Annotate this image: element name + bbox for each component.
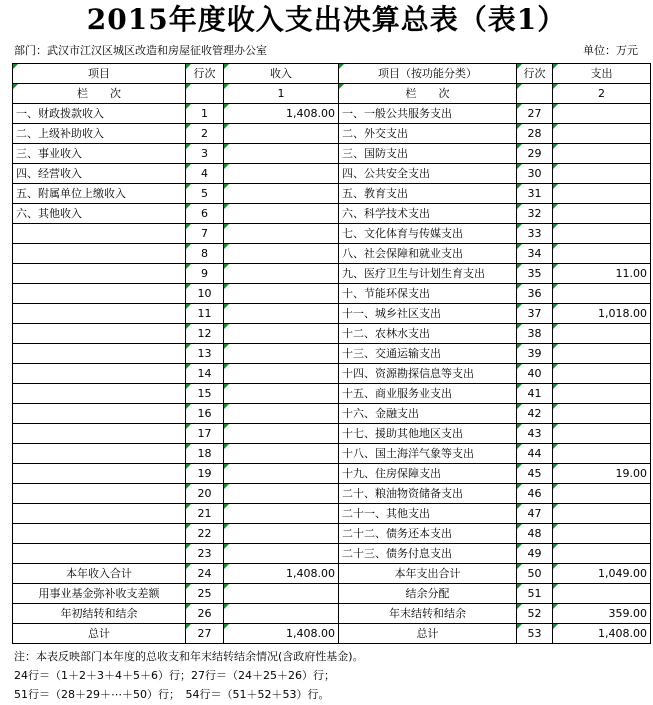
- income-line-no: 19: [186, 464, 224, 484]
- income-line-no: 23: [186, 544, 224, 564]
- income-line-no: 16: [186, 404, 224, 424]
- table-row: [13, 124, 651, 144]
- income-amount: [224, 484, 339, 504]
- income-line-no: 21: [186, 504, 224, 524]
- expense-amount: [553, 344, 651, 364]
- expense-line-no: 43: [517, 424, 553, 444]
- expense-item: 十七、援助其他地区支出: [339, 424, 517, 444]
- income-line-no: 17: [186, 424, 224, 444]
- table-row: [13, 144, 651, 164]
- income-amount: [224, 264, 339, 284]
- table-row: [13, 184, 651, 204]
- expense-amount: [553, 204, 651, 224]
- summary-expense-item: 结余分配: [339, 584, 517, 604]
- expense-amount: 11.00: [553, 264, 651, 284]
- table-body: [13, 64, 651, 644]
- expense-item: 四、公共安全支出: [339, 164, 517, 184]
- header-expense: 支出: [553, 64, 651, 84]
- expense-item: 五、教育支出: [339, 184, 517, 204]
- expense-line-no: 44: [517, 444, 553, 464]
- income-line-no: 7: [186, 224, 224, 244]
- income-amount: [224, 504, 339, 524]
- column-index-row: [13, 84, 651, 104]
- income-line-no: 8: [186, 244, 224, 264]
- income-amount: [224, 184, 339, 204]
- summary-expense-line-no: 50: [517, 564, 553, 584]
- header-item-func: 项目（按功能分类）: [339, 64, 517, 84]
- summary-income-line-no: 24: [186, 564, 224, 584]
- expense-amount: [553, 444, 651, 464]
- table-row: [13, 504, 651, 524]
- expense-amount: [553, 404, 651, 424]
- expense-line-no: 27: [517, 104, 553, 124]
- summary-row: [13, 604, 651, 624]
- expense-amount: [553, 524, 651, 544]
- header-income: 收入: [224, 64, 339, 84]
- income-amount: [224, 444, 339, 464]
- income-amount: [224, 544, 339, 564]
- income-line-no: 6: [186, 204, 224, 224]
- income-amount: [224, 284, 339, 304]
- footnotes: [14, 647, 364, 704]
- expense-amount: [553, 164, 651, 184]
- expense-amount: [553, 484, 651, 504]
- summary-row: [13, 624, 651, 644]
- income-amount: [224, 384, 339, 404]
- expense-amount: [553, 424, 651, 444]
- expense-item: 十一、城乡社区支出: [339, 304, 517, 324]
- expense-item: 十八、国土海洋气象等支出: [339, 444, 517, 464]
- table-row: [13, 164, 651, 184]
- expense-line-no: 39: [517, 344, 553, 364]
- note-line: 24行＝（1＋2＋3＋4＋5＋6）行；27行＝（24＋25＋26）行；: [14, 669, 335, 682]
- income-item: [13, 484, 186, 504]
- summary-income-amount: [224, 584, 339, 604]
- income-item: 五、附属单位上缴收入: [13, 184, 186, 204]
- expense-line-no: 45: [517, 464, 553, 484]
- table-row: [13, 524, 651, 544]
- summary-income-item: 总计: [13, 624, 186, 644]
- income-item: [13, 504, 186, 524]
- income-item: [13, 544, 186, 564]
- income-line-no: 3: [186, 144, 224, 164]
- income-item: [13, 284, 186, 304]
- colrow-right-label: 栏 次: [339, 84, 517, 104]
- expense-line-no: 28: [517, 124, 553, 144]
- income-amount: [224, 124, 339, 144]
- income-line-no: 4: [186, 164, 224, 184]
- header-line2: 行次: [517, 64, 553, 84]
- income-item: [13, 324, 186, 344]
- colrow-left-blank: [186, 84, 224, 104]
- header-row: [13, 64, 651, 84]
- income-line-no: 1: [186, 104, 224, 124]
- expense-amount: [553, 284, 651, 304]
- expense-item: 十六、金融支出: [339, 404, 517, 424]
- expense-item: 九、医疗卫生与计划生育支出: [339, 264, 517, 284]
- expense-line-no: 49: [517, 544, 553, 564]
- expense-line-no: 36: [517, 284, 553, 304]
- summary-row: [13, 584, 651, 604]
- summary-income-item: 用事业基金弥补收支差额: [13, 584, 186, 604]
- table-row: [13, 444, 651, 464]
- income-amount: [224, 144, 339, 164]
- income-line-no: 22: [186, 524, 224, 544]
- colrow-right-blank: [517, 84, 553, 104]
- summary-expense-amount: 359.00: [553, 604, 651, 624]
- expense-amount: [553, 144, 651, 164]
- table-row: [13, 104, 651, 124]
- summary-expense-item: 本年支出合计: [339, 564, 517, 584]
- expense-item: 七、文化体育与传媒支出: [339, 224, 517, 244]
- table-row: [13, 464, 651, 484]
- income-amount: [224, 464, 339, 484]
- income-item: [13, 224, 186, 244]
- income-amount: [224, 304, 339, 324]
- income-item: [13, 384, 186, 404]
- expense-amount: [553, 104, 651, 124]
- income-line-no: 18: [186, 444, 224, 464]
- income-item: [13, 264, 186, 284]
- summary-expense-amount: 1,408.00: [553, 624, 651, 644]
- department-label: 部门：武汉市江汉区城区改造和房屋征收管理办公室: [14, 44, 267, 57]
- colrow-right-num: 2: [553, 84, 651, 104]
- summary-income-line-no: 27: [186, 624, 224, 644]
- expense-line-no: 40: [517, 364, 553, 384]
- expense-line-no: 46: [517, 484, 553, 504]
- expense-item: 十五、商业服务业支出: [339, 384, 517, 404]
- summary-expense-amount: [553, 584, 651, 604]
- income-amount: [224, 164, 339, 184]
- summary-row: [13, 564, 651, 584]
- summary-table: [12, 63, 651, 644]
- summary-expense-item: 年末结转和结余: [339, 604, 517, 624]
- expense-item: 二十、粮油物资储备支出: [339, 484, 517, 504]
- income-line-no: 10: [186, 284, 224, 304]
- unit-label: 单位：万元: [583, 44, 638, 57]
- expense-amount: 1,018.00: [553, 304, 651, 324]
- expense-item: 十、节能环保支出: [339, 284, 517, 304]
- income-amount: 1,408.00: [224, 104, 339, 124]
- summary-expense-amount: 1,049.00: [553, 564, 651, 584]
- income-item: [13, 424, 186, 444]
- income-line-no: 9: [186, 264, 224, 284]
- income-amount: [224, 224, 339, 244]
- income-item: 二、上级补助收入: [13, 124, 186, 144]
- income-item: 六、其他收入: [13, 204, 186, 224]
- income-item: [13, 524, 186, 544]
- expense-item: 十四、资源勘探信息等支出: [339, 364, 517, 384]
- expense-line-no: 29: [517, 144, 553, 164]
- income-line-no: 13: [186, 344, 224, 364]
- income-item: [13, 464, 186, 484]
- income-amount: [224, 424, 339, 444]
- table-row: [13, 304, 651, 324]
- table-row: [13, 224, 651, 244]
- table-row: [13, 364, 651, 384]
- income-item: 一、财政拨款收入: [13, 104, 186, 124]
- expense-line-no: 33: [517, 224, 553, 244]
- expense-amount: [553, 364, 651, 384]
- income-amount: [224, 244, 339, 264]
- expense-line-no: 41: [517, 384, 553, 404]
- income-line-no: 2: [186, 124, 224, 144]
- income-line-no: 11: [186, 304, 224, 324]
- expense-item: 二十三、债务付息支出: [339, 544, 517, 564]
- expense-line-no: 31: [517, 184, 553, 204]
- colrow-left-num: 1: [224, 84, 339, 104]
- summary-expense-line-no: 51: [517, 584, 553, 604]
- header-line: 行次: [186, 64, 224, 84]
- summary-income-item: 年初结转和结余: [13, 604, 186, 624]
- income-amount: [224, 364, 339, 384]
- expense-item: 十二、农林水支出: [339, 324, 517, 344]
- income-amount: [224, 524, 339, 544]
- summary-income-amount: 1,408.00: [224, 624, 339, 644]
- table-row: [13, 344, 651, 364]
- income-item: 四、经营收入: [13, 164, 186, 184]
- expense-line-no: 30: [517, 164, 553, 184]
- expense-amount: [553, 544, 651, 564]
- expense-line-no: 35: [517, 264, 553, 284]
- table-row: [13, 384, 651, 404]
- summary-income-line-no: 25: [186, 584, 224, 604]
- expense-amount: [553, 184, 651, 204]
- expense-amount: [553, 324, 651, 344]
- note-line: 51行＝（28＋29＋⋯＋50）行； 54行＝（51＋52＋53）行。: [14, 688, 330, 701]
- expense-item: 三、国防支出: [339, 144, 517, 164]
- income-item: [13, 344, 186, 364]
- table-row: [13, 284, 651, 304]
- income-amount: [224, 404, 339, 424]
- table-row: [13, 544, 651, 564]
- expense-amount: [553, 504, 651, 524]
- table-row: [13, 324, 651, 344]
- income-amount: [224, 204, 339, 224]
- expense-item: 六、科学技术支出: [339, 204, 517, 224]
- expense-line-no: 32: [517, 204, 553, 224]
- expense-item: 二十二、债务还本支出: [339, 524, 517, 544]
- income-line-no: 14: [186, 364, 224, 384]
- colrow-left-label: 栏 次: [13, 84, 186, 104]
- income-line-no: 20: [186, 484, 224, 504]
- expense-line-no: 42: [517, 404, 553, 424]
- income-line-no: 15: [186, 384, 224, 404]
- expense-amount: [553, 124, 651, 144]
- expense-item: 二、外交支出: [339, 124, 517, 144]
- summary-income-line-no: 26: [186, 604, 224, 624]
- table-row: [13, 404, 651, 424]
- income-item: [13, 364, 186, 384]
- income-line-no: 5: [186, 184, 224, 204]
- summary-expense-line-no: 52: [517, 604, 553, 624]
- income-amount: [224, 324, 339, 344]
- note-line: 注：本表反映部门本年度的总收支和年末结转结余情况(含政府性基金)。: [14, 650, 364, 663]
- income-item: [13, 244, 186, 264]
- table-row: [13, 424, 651, 444]
- expense-amount: [553, 244, 651, 264]
- summary-expense-line-no: 53: [517, 624, 553, 644]
- table-row: [13, 204, 651, 224]
- expense-amount: 19.00: [553, 464, 651, 484]
- table-row: [13, 484, 651, 504]
- expense-item: 一、一般公共服务支出: [339, 104, 517, 124]
- expense-line-no: 47: [517, 504, 553, 524]
- summary-expense-item: 总计: [339, 624, 517, 644]
- summary-income-amount: 1,408.00: [224, 564, 339, 584]
- expense-line-no: 48: [517, 524, 553, 544]
- expense-line-no: 34: [517, 244, 553, 264]
- income-item: [13, 444, 186, 464]
- expense-line-no: 38: [517, 324, 553, 344]
- income-line-no: 12: [186, 324, 224, 344]
- table-row: [13, 264, 651, 284]
- summary-income-item: 本年收入合计: [13, 564, 186, 584]
- report-title: 2015年度收入支出决算总表（表1）: [86, 3, 567, 36]
- income-item: 三、事业收入: [13, 144, 186, 164]
- income-item: [13, 304, 186, 324]
- income-item: [13, 404, 186, 424]
- expense-item: 十三、交通运输支出: [339, 344, 517, 364]
- expense-amount: [553, 224, 651, 244]
- expense-item: 八、社会保障和就业支出: [339, 244, 517, 264]
- header-item: 项目: [13, 64, 186, 84]
- expense-line-no: 37: [517, 304, 553, 324]
- table-row: [13, 244, 651, 264]
- expense-amount: [553, 384, 651, 404]
- expense-item: 十九、住房保障支出: [339, 464, 517, 484]
- income-amount: [224, 344, 339, 364]
- expense-item: 二十一、其他支出: [339, 504, 517, 524]
- summary-income-amount: [224, 604, 339, 624]
